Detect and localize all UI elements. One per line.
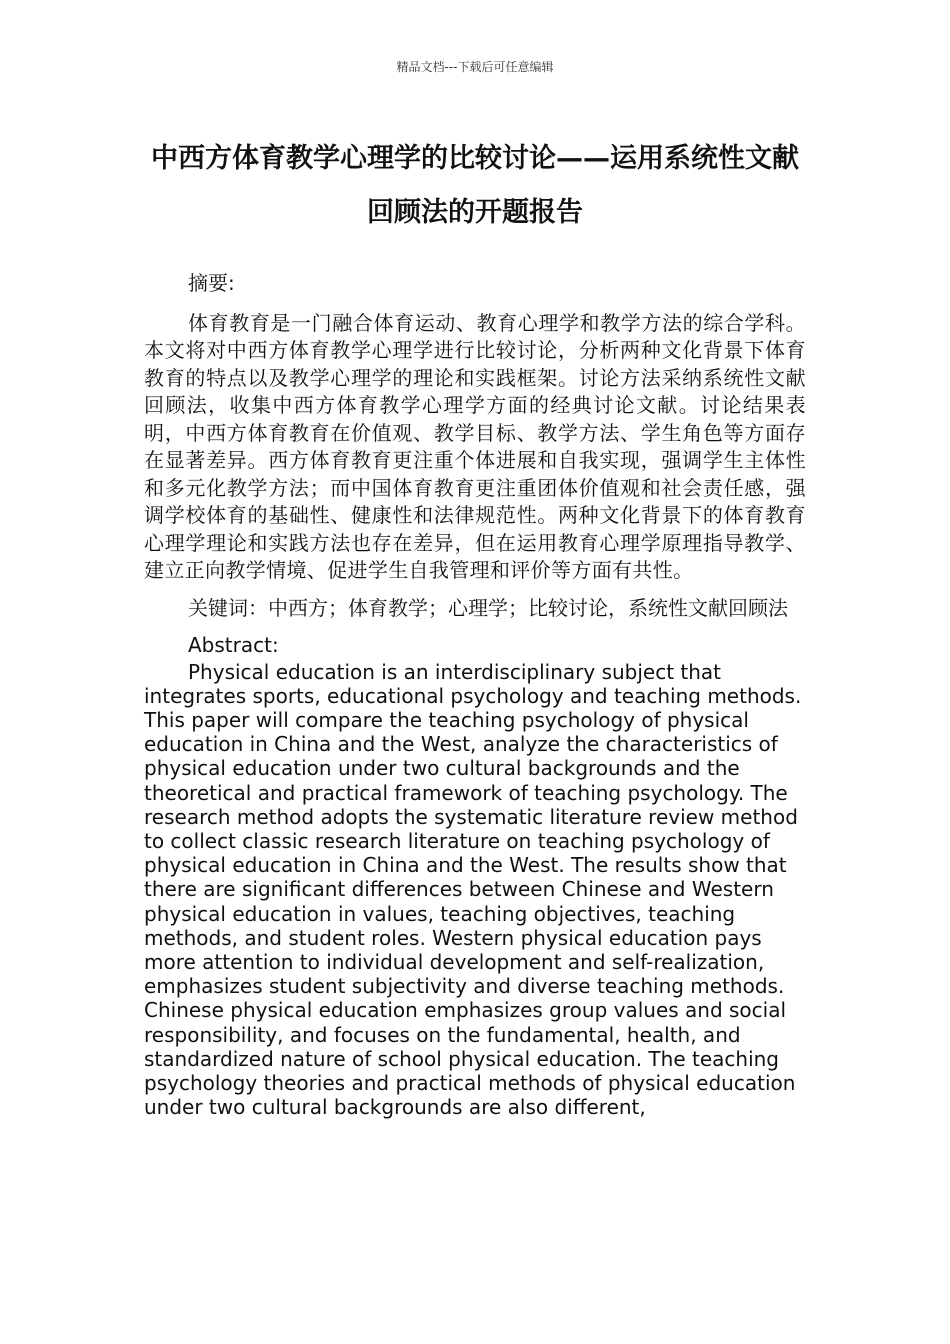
document-title: 中西方体育教学心理学的比较讨论——运用系统性文献回顾法的开题报告 (151, 143, 799, 228)
abstract-cn-label: 摘要: (188, 271, 235, 295)
keywords: 关键词：中西方；体育教学；心理学；比较讨论，系统性文献回顾法 (188, 595, 788, 620)
abstract-en-body: Physical education is an interdisciplinary subject that integrates sports, educational psychology and teaching methods. This paper will compare the teaching psychology of physical education in China and the West, analyze the characteristics of physical education under two cultural backgrounds and the theoretical and practical framework of teaching psychology. The research method adopts the systematic literature review method to collect classic research literature on teaching psychology of physical education in China and the West. The results show that there are significant differences between Chinese and Western physical education in values, teaching objectives, teaching methods, and student roles. Western physical education pays more attention to individual development and self-realization, emphasizes student subjectivity and diverse teaching methods. Chinese physical education emphasizes group values and social responsibility, and focuses on the fundamental, health, and standardized nature of school physical education. The teaching psychology theories and practical methods of physical education under two cultural backgrounds are also different, (144, 659, 802, 1120)
abstract-en-label: Abstract: (188, 633, 279, 657)
abstract-cn-body: 体育教育是一门融合体育运动、教育心理学和教学方法的综合学科。本文将对中西方体育教学心理学进行比较讨论，分析两种文化背景下体育教育的特点以及教学心理学的理论和实践框架。讨论方法采纳系统性文献回顾法，收集中西方体育教学心理学方面的经典讨论文献。讨论结果表明，中西方体育教育在价值观、教学目标、教学方法、学生角色等方面存在显著差异。西方体育教育更注重个体进展和自我实现，强调学生主体性和多元化教学方法；而中国体育教育更注重团体价值观和社会责任感，强调学校体育的基础性、健康性和法律规范性。两种文化背景下的体育教育心理学理论和实践方法也存在差异，但在运用教育心理学原理指导教学、建立正向教学情境、促进学生自我管理和评价等方面有共性。 (144, 310, 806, 582)
header-note: 精品文档---下载后可任意编辑 (396, 60, 554, 74)
document-body (144, 270, 806, 1119)
